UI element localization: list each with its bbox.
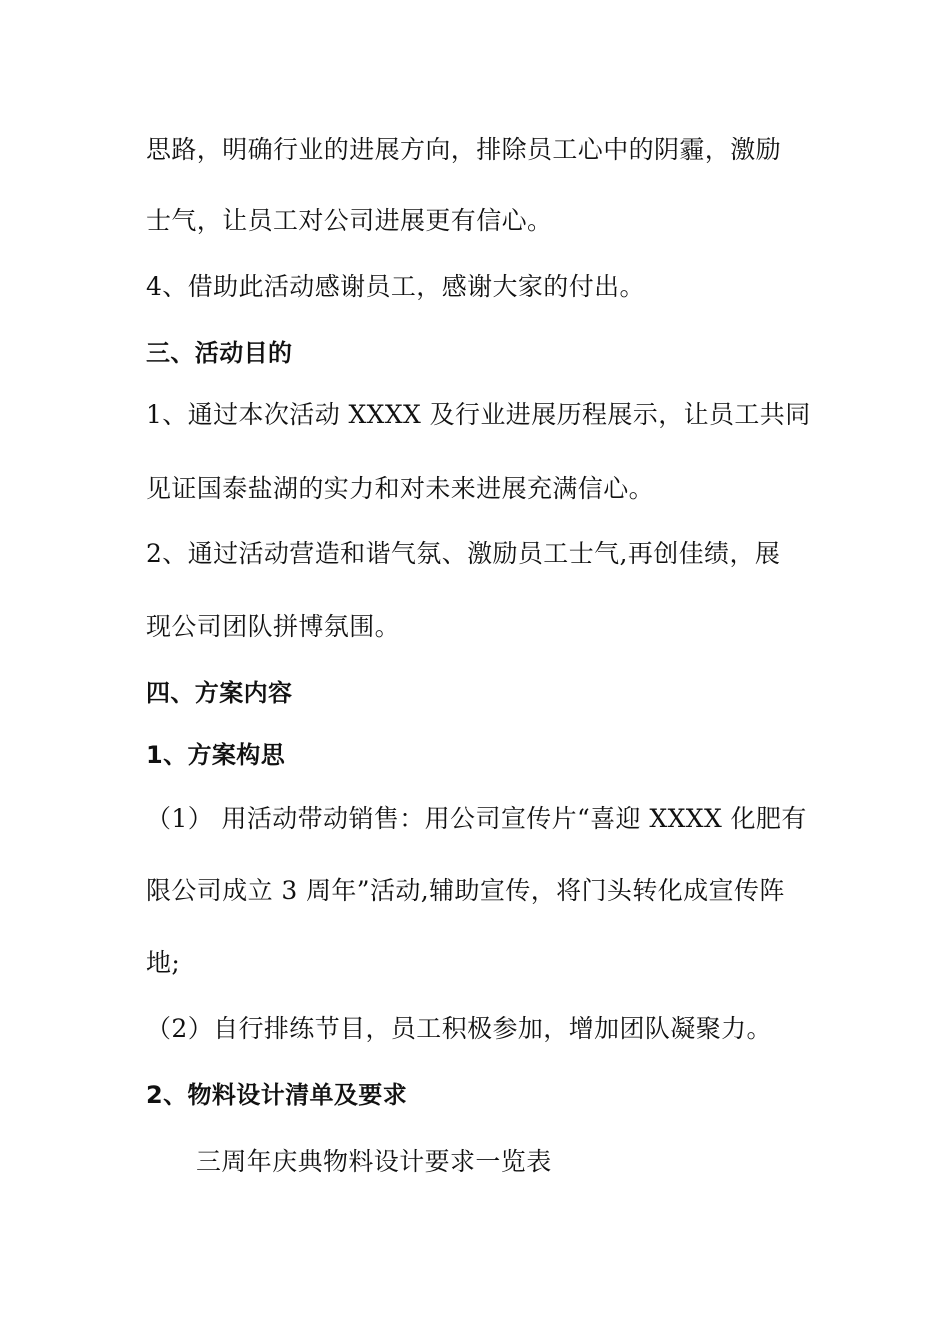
paragraph-line: 限公司成立 3 周年”活动,辅助宣传，将门头转化成宣传阵	[146, 876, 785, 905]
list-item: 1、通过本次活动 XXXX 及行业进展历程展示，让员工共同	[146, 400, 811, 429]
list-item: （1） 用活动带动销售：用公司宣传片“喜迎 XXXX 化肥有	[146, 804, 807, 833]
subsection-heading-materials: 2、物料设计清单及要求	[146, 1081, 408, 1109]
list-item: 4、借助此活动感谢员工，感谢大家的付出。	[146, 272, 645, 301]
section-heading-purpose: 三、活动目的	[146, 339, 293, 367]
paragraph-line: 现公司团队拼博氛围。	[146, 612, 401, 641]
paragraph-line: 地;	[146, 948, 181, 977]
paragraph-line: 思路，明确行业的进展方向，排除员工心中的阴霾，激励	[146, 135, 782, 164]
paragraph-line: 见证国泰盐湖的实力和对未来进展充满信心。	[146, 474, 655, 503]
list-item: 2、通过活动营造和谐气氛、激励员工士气,再创佳绩，展	[146, 539, 781, 568]
section-heading-content: 四、方案内容	[146, 679, 293, 707]
list-item: （2）自行排练节目，员工积极参加，增加团队凝聚力。	[146, 1014, 772, 1043]
subsection-heading-concept: 1、方案构思	[146, 741, 286, 769]
table-title: 三周年庆典物料设计要求一览表	[196, 1147, 552, 1176]
paragraph-line: 士气，让员工对公司进展更有信心。	[146, 206, 553, 235]
